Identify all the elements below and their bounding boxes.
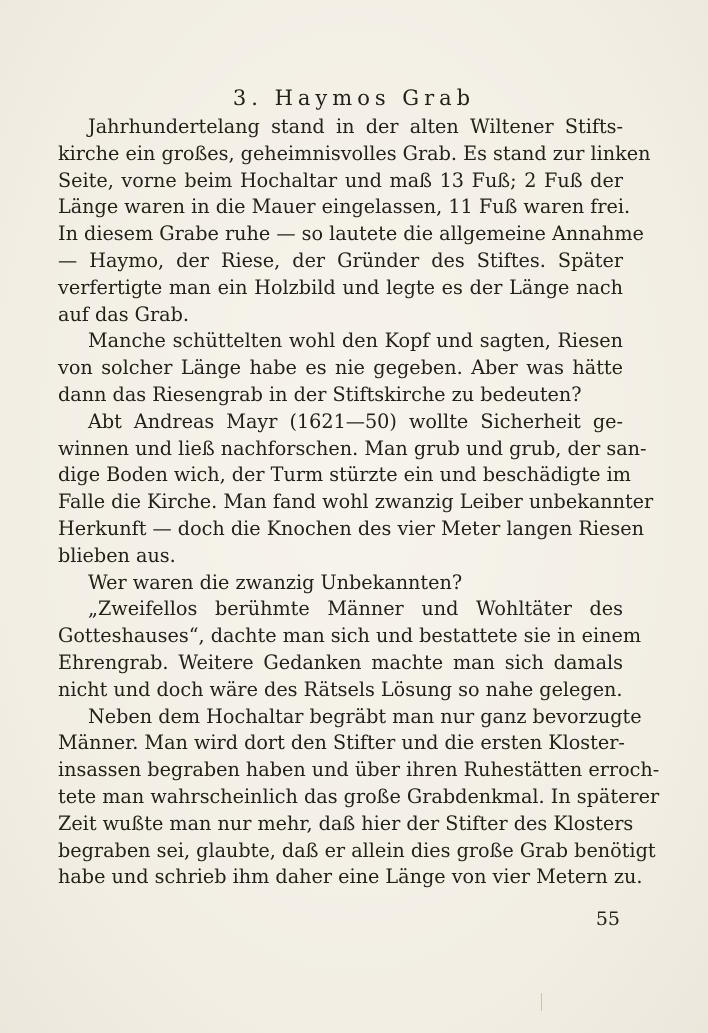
text-line: kirche ein großes, geheimnisvolles Grab. Es stand zur linken (58, 141, 651, 165)
text-line: begraben sei, glaubte, daß er allein dies große Grab benötigt (58, 838, 656, 862)
text-line: Manche schüttelten wohl den Kopf und sagten, Riesen (88, 329, 623, 353)
text-line: verfertigte man ein Holzbild und legte es der Länge nach (58, 275, 623, 299)
text-line: winnen und ließ nachforschen. Man grub und grub, der san- (58, 436, 647, 460)
chapter-body (58, 114, 660, 891)
text-line: Ehrengrab. Weitere Gedanken machte man sich damals (58, 650, 623, 674)
text-line: Herkunft — doch die Knochen des vier Meter langen Riesen (58, 516, 644, 540)
text-line: habe und schrieb ihm daher eine Länge von vier Metern zu. (58, 865, 643, 889)
text-line: „Zweifellos berühmte Männer und Wohltäter des (88, 597, 623, 621)
text-line: dann das Riesengrab in der Stiftskirche zu bedeuten? (58, 382, 582, 406)
text-line: Falle die Kirche. Man fand wohl zwanzig Leiber unbekannter (58, 490, 654, 514)
paper-mark (541, 993, 542, 1011)
text-line: blieben aus. (58, 543, 176, 567)
text-line: tete man wahrscheinlich das große Grabdenkmal. In späterer (58, 784, 660, 808)
text-line: Neben dem Hochaltar begräbt man nur ganz bevorzugte (88, 704, 642, 728)
text-line: Abt Andreas Mayr (1621—50) wollte Sicherheit ge- (88, 409, 623, 433)
text-line: dige Boden wich, der Turm stürzte ein und beschädigte im (58, 463, 631, 487)
text-line: Jahrhundertelang stand in der alten Wiltener Stifts- (88, 115, 623, 138)
text-line: Gotteshauses“, dachte man sich und bestattete sie in einem (58, 624, 642, 648)
text-line: Seite, vorne beim Hochaltar und maß 13 Fuß; 2 Fuß der (58, 168, 623, 192)
text-line: Länge waren in die Mauer eingelassen, 11 Fuß waren frei. (58, 195, 631, 219)
text-line: auf das Grab. (58, 302, 189, 326)
chapter-title: 3. Haymos Grab (232, 86, 476, 110)
text-line: — Haymo, der Riese, der Gründer des Stiftes. Später (58, 248, 623, 272)
text-line: nicht und doch wäre des Rätsels Lösung so nahe gelegen. (58, 677, 623, 701)
text-line: In diesem Grabe ruhe — so lautete die allgemeine Annahme (58, 222, 644, 246)
text-line: Männer. Man wird dort den Stifter und die ersten Kloster- (58, 731, 625, 755)
page-number: 55 (595, 908, 620, 930)
text-line: Zeit wußte man nur mehr, daß hier der Stifter des Klosters (58, 811, 634, 835)
text-line: Wer waren die zwanzig Unbekannten? (88, 570, 463, 594)
text-line: insassen begraben haben und über ihren Ruhestätten erroch- (58, 758, 660, 782)
text-line: von solcher Länge habe es nie gegeben. Aber was hätte (58, 356, 623, 380)
